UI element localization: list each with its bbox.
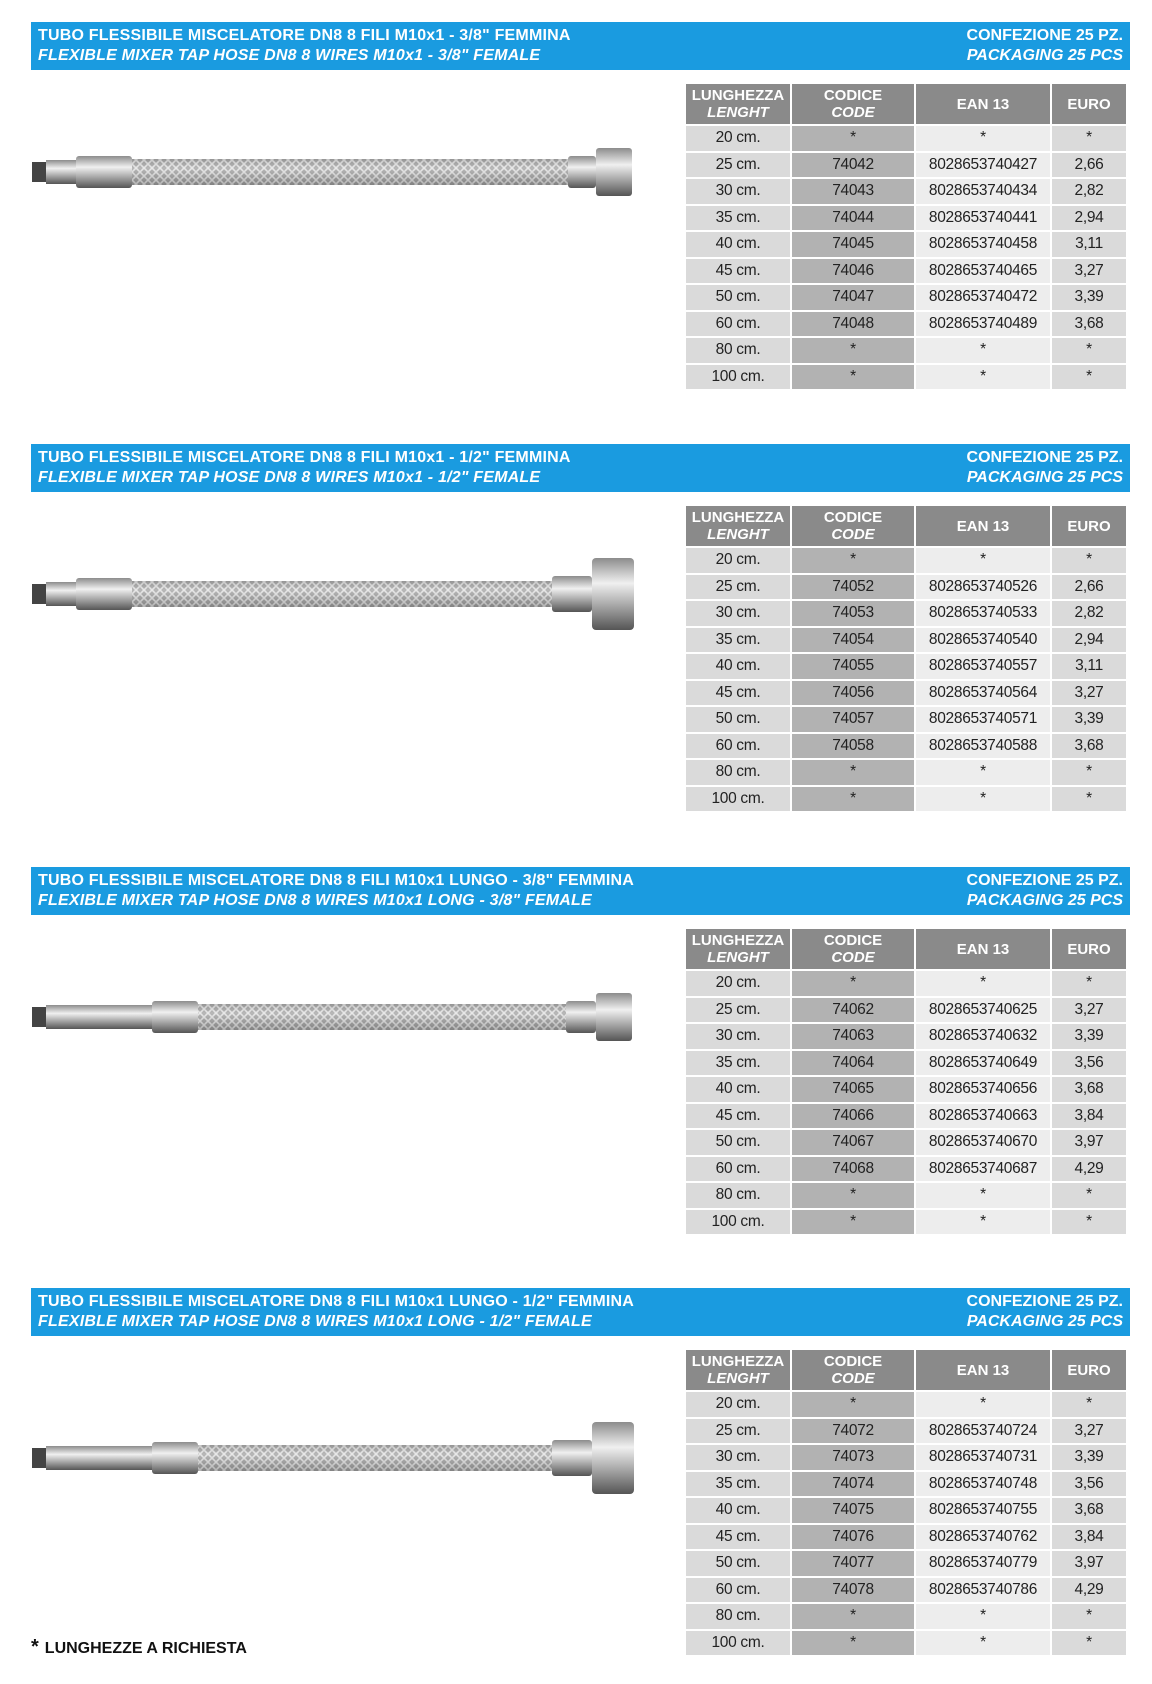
header-ean: EAN 13 (916, 506, 1050, 546)
table-row: 80 cm. * * * (686, 338, 1126, 363)
title-english: FLEXIBLE MIXER TAP HOSE DN8 8 WIRES M10x1 LONG - 1/2" FEMALE (38, 1313, 592, 1330)
price-table (684, 1348, 1128, 1657)
header-length: LUNGHEZZA LENGHT (686, 84, 790, 124)
table-row: 50 cm. 74047 8028653740472 3,39 (686, 285, 1126, 310)
title-italian: TUBO FLESSIBILE MISCELATORE DN8 8 FILI M10x1 - 1/2" FEMMINA (38, 449, 571, 466)
packaging-italian: CONFEZIONE 25 PZ. (966, 1293, 1123, 1310)
table-row: 100 cm. * * * (686, 1210, 1126, 1235)
title-english: FLEXIBLE MIXER TAP HOSE DN8 8 WIRES M10x1 - 1/2" FEMALE (38, 469, 541, 486)
table-row: 30 cm. 74043 8028653740434 2,82 (686, 179, 1126, 204)
title-italian: TUBO FLESSIBILE MISCELATORE DN8 8 FILI M10x1 - 3/8" FEMMINA (38, 27, 571, 44)
table-row: 45 cm. 74056 8028653740564 3,27 (686, 681, 1126, 706)
header-euro: EURO (1052, 929, 1126, 969)
price-table (684, 504, 1128, 813)
table-row: 100 cm. * * * (686, 787, 1126, 812)
table-row: 25 cm. 74062 8028653740625 3,27 (686, 998, 1126, 1023)
product-section-4 (0, 1288, 1152, 1678)
header-length: LUNGHEZZA LENGHT (686, 506, 790, 546)
table-row: 40 cm. 74065 8028653740656 3,68 (686, 1077, 1126, 1102)
table-row: 35 cm. 74054 8028653740540 2,94 (686, 628, 1126, 653)
header-euro: EURO (1052, 1350, 1126, 1390)
hose-image (28, 132, 654, 212)
table-row: 25 cm. 74042 8028653740427 2,66 (686, 153, 1126, 178)
hose-image (28, 554, 654, 634)
table-row: 40 cm. 74055 8028653740557 3,11 (686, 654, 1126, 679)
table-row: 35 cm. 74064 8028653740649 3,56 (686, 1051, 1126, 1076)
table-row: 50 cm. 74057 8028653740571 3,39 (686, 707, 1126, 732)
header-code: CODICE CODE (792, 506, 914, 546)
title-italian: TUBO FLESSIBILE MISCELATORE DN8 8 FILI M10x1 LUNGO - 1/2" FEMMINA (38, 1293, 635, 1310)
table-row: 60 cm. 74078 8028653740786 4,29 (686, 1578, 1126, 1603)
packaging-english: PACKAGING 25 PCS (966, 47, 1123, 64)
product-section-1 (0, 22, 1152, 412)
price-table (684, 927, 1128, 1236)
header-euro: EURO (1052, 84, 1126, 124)
table-row: 35 cm. 74044 8028653740441 2,94 (686, 206, 1126, 231)
header-ean: EAN 13 (916, 929, 1050, 969)
footnote (31, 1636, 247, 1659)
table-row: 30 cm. 74073 8028653740731 3,39 (686, 1445, 1126, 1470)
table-row: 100 cm. * * * (686, 365, 1126, 390)
header-length: LUNGHEZZA LENGHT (686, 929, 790, 969)
packaging-italian: CONFEZIONE 25 PZ. (966, 872, 1123, 889)
product-section-2 (0, 444, 1152, 834)
product-section-3 (0, 867, 1152, 1257)
packaging-english: PACKAGING 25 PCS (966, 892, 1123, 909)
table-row: 30 cm. 74063 8028653740632 3,39 (686, 1024, 1126, 1049)
table-row: 45 cm. 74046 8028653740465 3,27 (686, 259, 1126, 284)
section-banner (31, 444, 1130, 492)
table-row: 40 cm. 74045 8028653740458 3,11 (686, 232, 1126, 257)
table-row: 80 cm. * * * (686, 760, 1126, 785)
table-row: 60 cm. 74058 8028653740588 3,68 (686, 734, 1126, 759)
packaging-english: PACKAGING 25 PCS (966, 1313, 1123, 1330)
asterisk: * (31, 1636, 39, 1658)
packaging-italian: CONFEZIONE 25 PZ. (966, 27, 1123, 44)
table-row: 20 cm. * * * (686, 1392, 1126, 1417)
table-row: 25 cm. 74052 8028653740526 2,66 (686, 575, 1126, 600)
header-code: CODICE CODE (792, 84, 914, 124)
table-row: 20 cm. * * * (686, 548, 1126, 573)
title-english: FLEXIBLE MIXER TAP HOSE DN8 8 WIRES M10x1 LONG - 3/8" FEMALE (38, 892, 592, 909)
hose-image (28, 1418, 654, 1498)
section-banner (31, 1288, 1130, 1336)
table-row: 20 cm. * * * (686, 971, 1126, 996)
section-banner (31, 22, 1130, 70)
title-english: FLEXIBLE MIXER TAP HOSE DN8 8 WIRES M10x1 - 3/8" FEMALE (38, 47, 541, 64)
table-row: 50 cm. 74067 8028653740670 3,97 (686, 1130, 1126, 1155)
table-row: 80 cm. * * * (686, 1183, 1126, 1208)
table-row: 35 cm. 74074 8028653740748 3,56 (686, 1472, 1126, 1497)
table-row: 50 cm. 74077 8028653740779 3,97 (686, 1551, 1126, 1576)
hose-image (28, 977, 654, 1057)
table-row: 20 cm. * * * (686, 126, 1126, 151)
header-code: CODICE CODE (792, 1350, 914, 1390)
packaging-english: PACKAGING 25 PCS (966, 469, 1123, 486)
table-row: 60 cm. 74048 8028653740489 3,68 (686, 312, 1126, 337)
price-table (684, 82, 1128, 391)
footnote-text: LUNGHEZZE A RICHIESTA (44, 1640, 247, 1657)
table-row: 45 cm. 74066 8028653740663 3,84 (686, 1104, 1126, 1129)
header-code: CODICE CODE (792, 929, 914, 969)
header-ean: EAN 13 (916, 84, 1050, 124)
table-row: 45 cm. 74076 8028653740762 3,84 (686, 1525, 1126, 1550)
header-euro: EURO (1052, 506, 1126, 546)
header-ean: EAN 13 (916, 1350, 1050, 1390)
table-row: 25 cm. 74072 8028653740724 3,27 (686, 1419, 1126, 1444)
section-banner (31, 867, 1130, 915)
header-length: LUNGHEZZA LENGHT (686, 1350, 790, 1390)
table-row: 60 cm. 74068 8028653740687 4,29 (686, 1157, 1126, 1182)
table-row: 40 cm. 74075 8028653740755 3,68 (686, 1498, 1126, 1523)
table-row: 30 cm. 74053 8028653740533 2,82 (686, 601, 1126, 626)
title-italian: TUBO FLESSIBILE MISCELATORE DN8 8 FILI M10x1 LUNGO - 3/8" FEMMINA (38, 872, 635, 889)
table-row: 80 cm. * * * (686, 1604, 1126, 1629)
packaging-italian: CONFEZIONE 25 PZ. (966, 449, 1123, 466)
table-row: 100 cm. * * * (686, 1631, 1126, 1656)
